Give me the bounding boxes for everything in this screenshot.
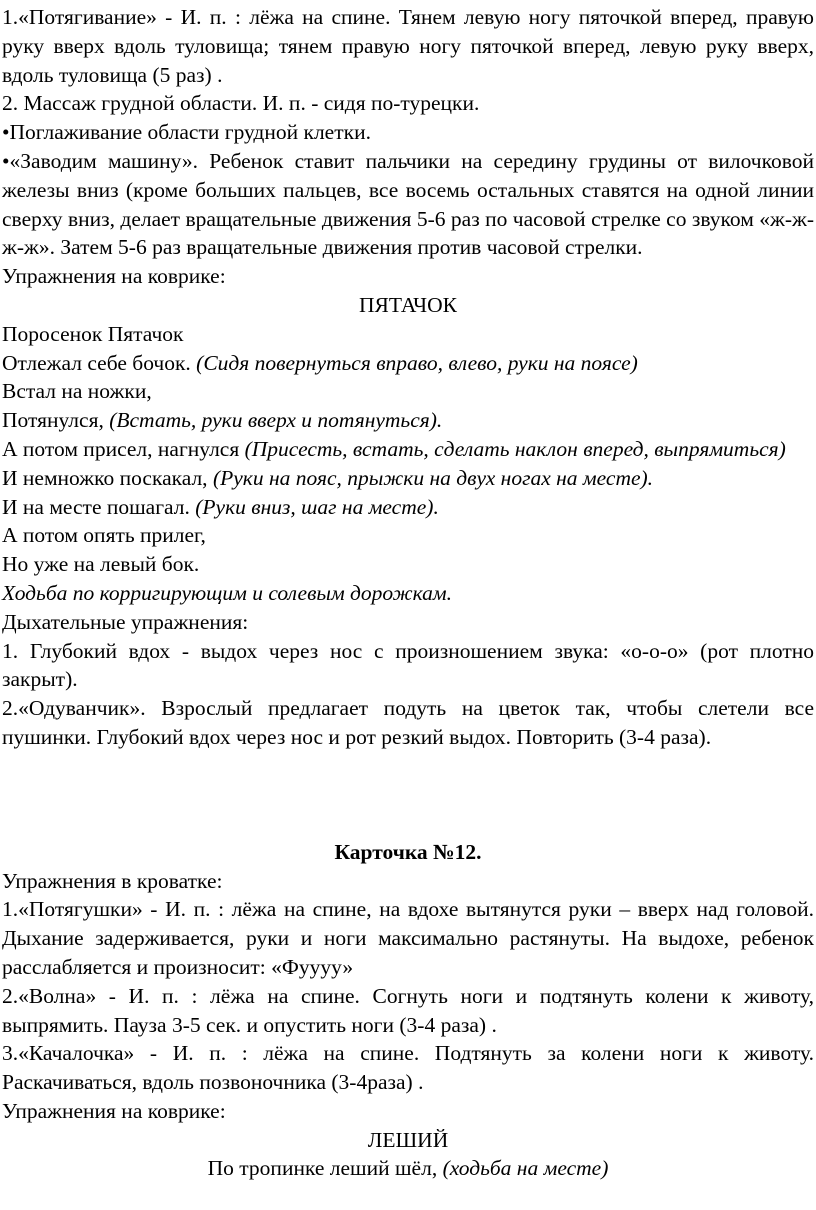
poem-instruction: (Руки вниз, шаг на месте).: [195, 494, 439, 519]
poem-line: Но уже на левый бок.: [2, 552, 200, 577]
breathing-exercise-2: 2.«Одуванчик». Взрослый предлагает подуть на цветок так, чтобы слетели все пушинки. Глубокий вдох через нос и рот резкий выдох. Повторить (3-4 раза).: [2, 696, 814, 749]
poem-line: Отлежал себе бочок. (Сидя повернуться вправо, влево, руки на поясе): [2, 350, 638, 375]
card-title: Карточка №12.: [334, 839, 482, 864]
walking-instruction: Ходьба по корригирующим и солевым дорожкам.: [2, 580, 453, 605]
poem-line: По тропинке леший шёл, (ходьба на месте): [207, 1156, 609, 1181]
exercise-potyagushki: 1.«Потягушки» - И. п. : лёжа на спине, на вдохе вытянутся руки – вверх над головой. Дыхание задерживается, руки и ноги максимально растянуты. На выдохе, ребенок расслабляется и произносит: «Фуууу»: [2, 897, 814, 979]
poem-instruction: (Сидя повернуться вправо, влево, руки на поясе): [196, 350, 638, 375]
bed-exercises-heading: Упражнения в кроватке:: [2, 868, 223, 893]
poem-instruction: (ходьба на месте): [442, 1156, 609, 1181]
exercise-stretching: 1.«Потягивание» - И. п. : лёжа на спине. Тянем левую ногу пяточкой вперед, правую руку вверх вдоль туловища; тянем правую ногу пяточкой вперед, левую руку вверх, вдоль туловища (5 раз) .: [2, 5, 814, 87]
spacer: [2, 752, 814, 838]
breathing-exercise-1: 1. Глубокий вдох - выдох через нос с произношением звука: «о-о-о» (рот плотно закрыт).: [2, 638, 814, 692]
start-machine-exercise: •«Заводим машину». Ребенок ставит пальчики на середину грудины от вилочковой железы вниз (кроме больших пальцев, все восемь остальных ставятся на одной линии сверху вниз, делает вращательные движения 5-6 раз по часовой стрелке со звуком «ж-ж-ж-ж». Затем 5-6 раз вращательные движения против часовой стрелки.: [2, 148, 814, 260]
poem-line: Потянулся, (Встать, руки вверх и потянуться).: [2, 408, 443, 433]
poem-instruction: (Присесть, встать, сделать наклон вперед, выпрямиться): [244, 436, 786, 461]
mat-exercises-heading-2: Упражнения на коврике:: [2, 1098, 226, 1123]
poem-title-pyatachok: ПЯТАЧОК: [358, 292, 458, 317]
exercise-volna: 2.«Волна» - И. п. : лёжа на спине. Согнуть ноги и подтянуть колени к животу, выпрямить. Пауза 3-5 сек. и опустить ноги (3-4 раза) .: [2, 983, 814, 1037]
mat-exercises-heading: Упражнения на коврике:: [2, 264, 226, 289]
poem-line: Поросенок Пятачок: [2, 321, 184, 346]
poem-title-leshiy: ЛЕШИЙ: [367, 1127, 449, 1152]
chest-stroking: •Поглаживание области грудной клетки.: [2, 120, 371, 145]
poem-line: А потом опять прилег,: [2, 523, 206, 548]
exercise-kachalochka: 3.«Качалочка» - И. п. : лёжа на спине. Подтянуть за колени ноги к животу. Раскачиваться, вдоль позвоночника (3-4раза) .: [2, 1041, 814, 1095]
breathing-heading: Дыхательные упражнения:: [2, 609, 249, 634]
poem-instruction: (Встать, руки вверх и потянуться).: [109, 408, 443, 433]
poem-line: И немножко поскакал, (Руки на пояс, прыжки на двух ногах на месте).: [2, 465, 654, 490]
poem-line: А потом присел, нагнулся (Присесть, встать, сделать наклон вперед, выпрямиться): [2, 436, 786, 461]
poem-line: И на месте пошагал. (Руки вниз, шаг на месте).: [2, 494, 439, 519]
poem-line: Встал на ножки,: [2, 379, 152, 404]
poem-instruction: (Руки на пояс, прыжки на двух ногах на месте).: [212, 465, 654, 490]
chest-massage-heading: 2. Массаж грудной области. И. п. - сидя по-турецки.: [2, 91, 480, 116]
